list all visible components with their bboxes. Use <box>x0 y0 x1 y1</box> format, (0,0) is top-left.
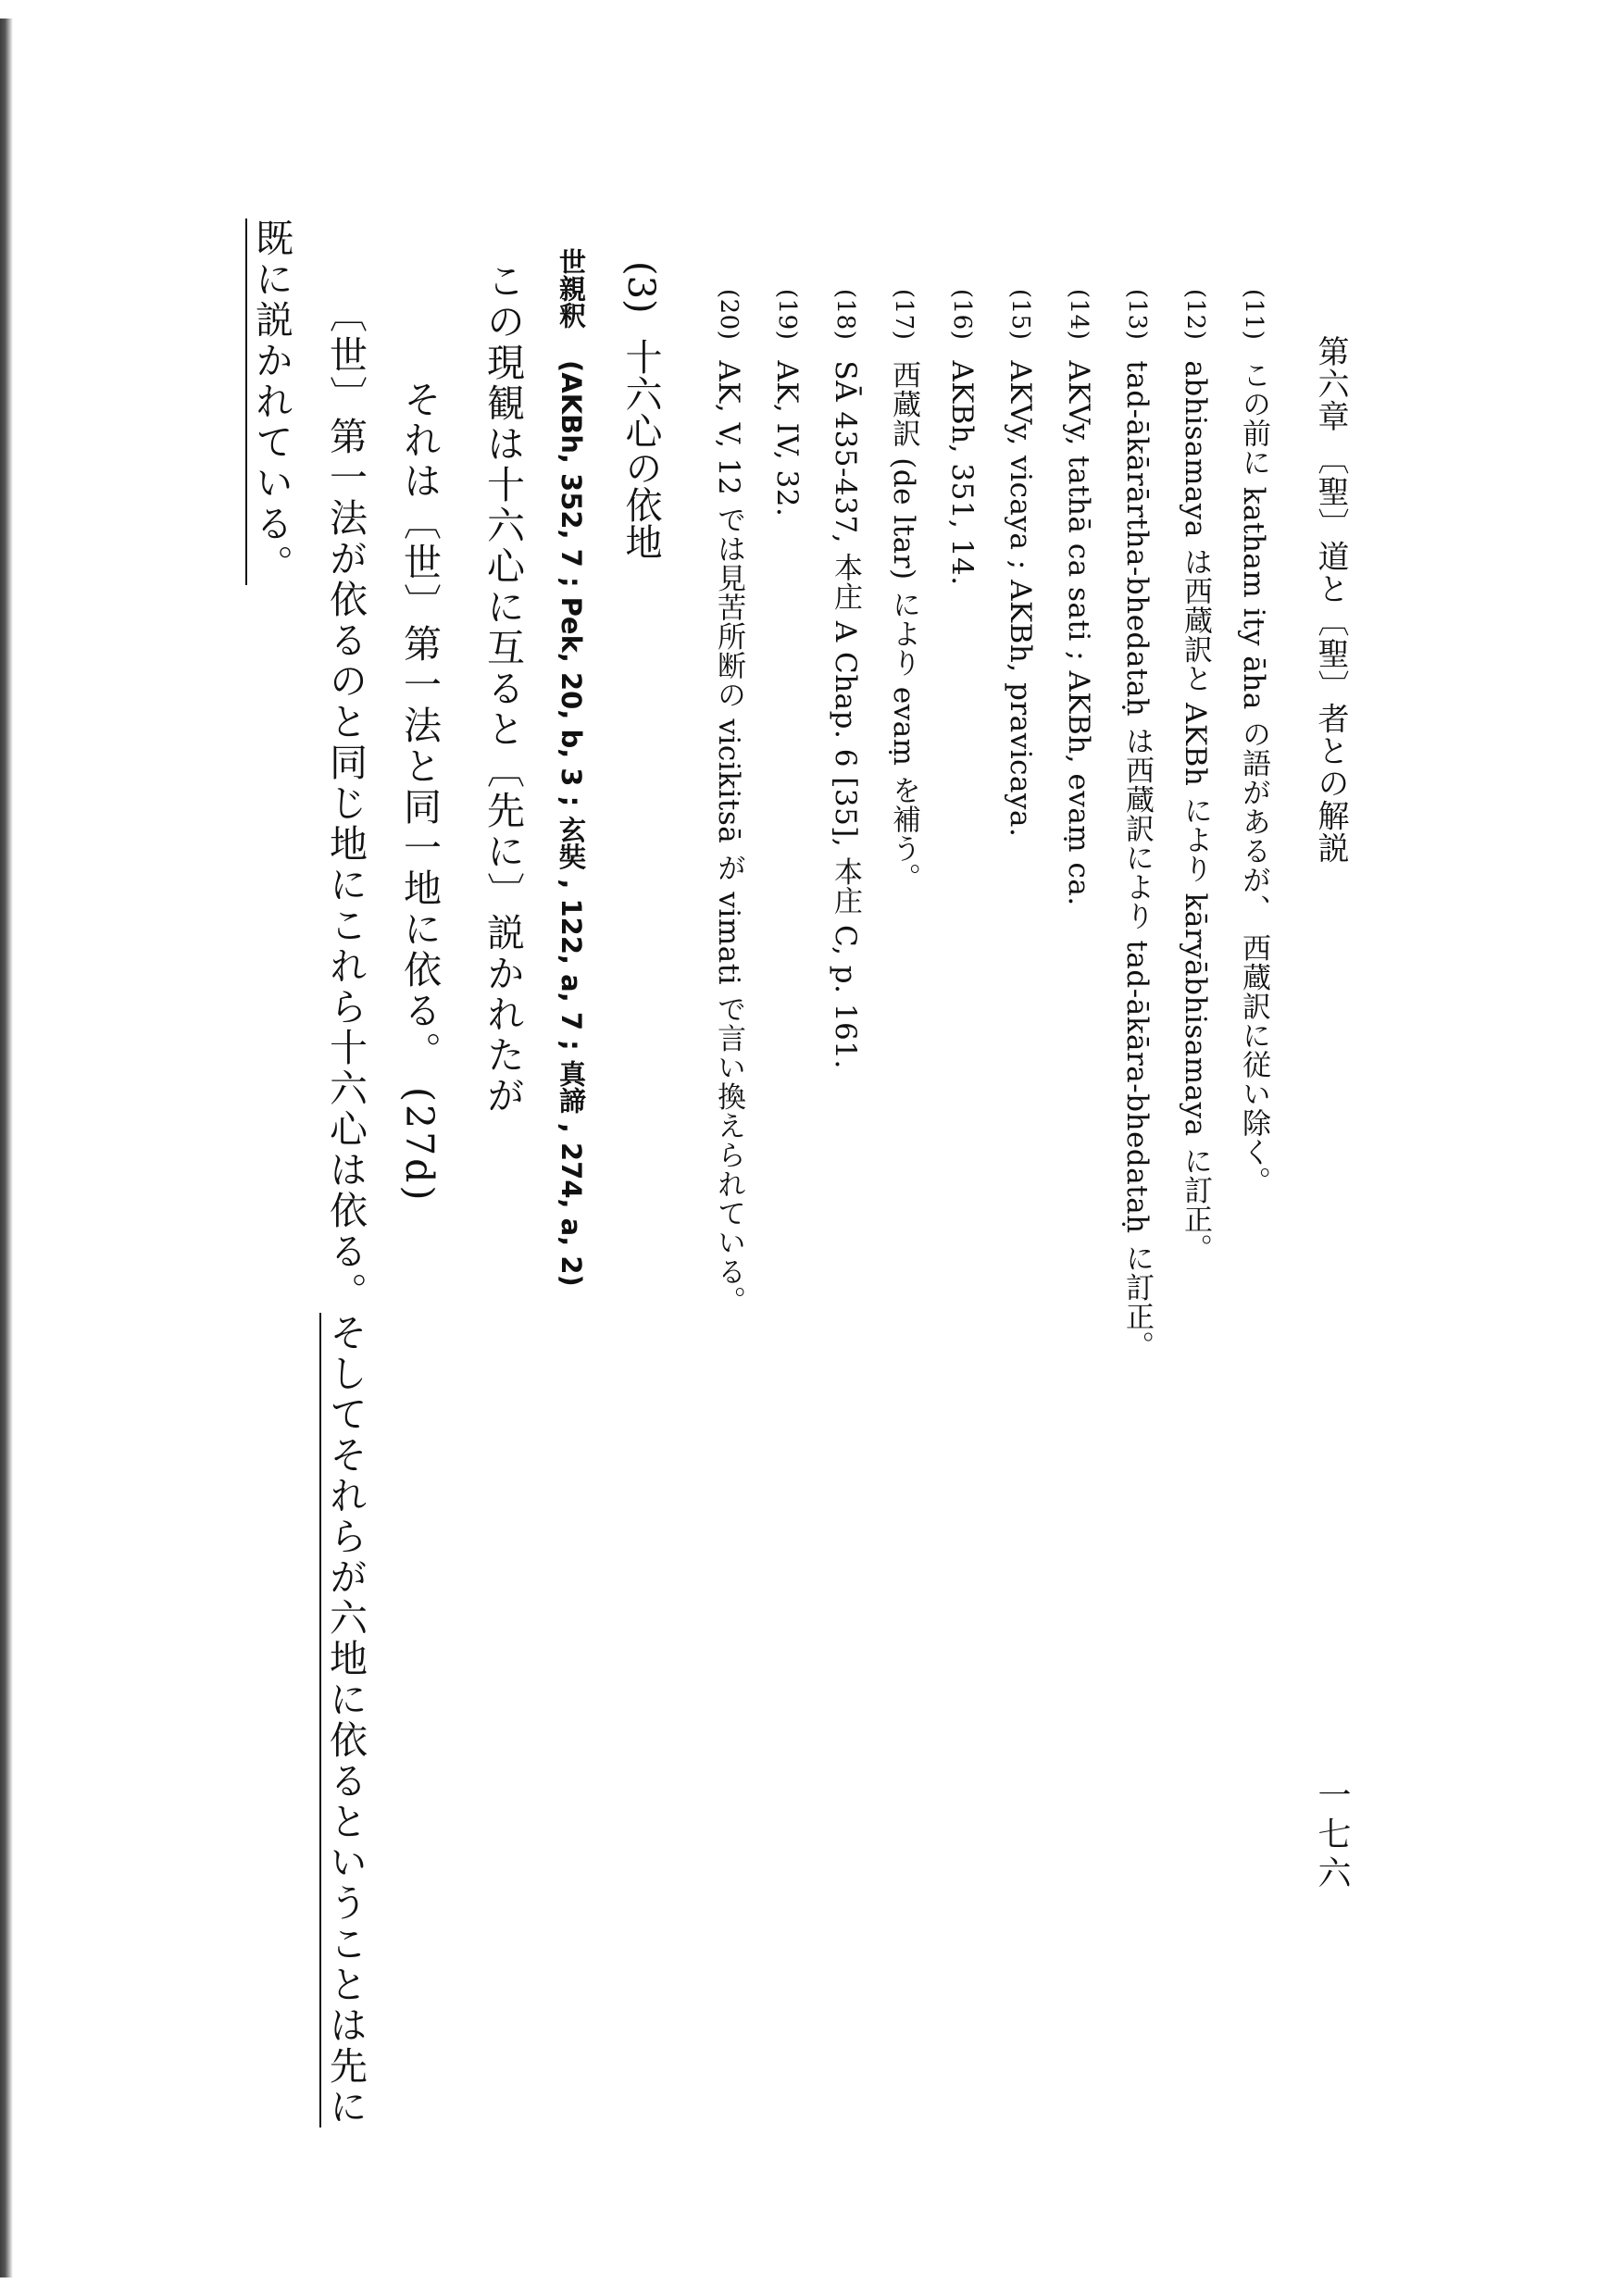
footnote-number: (13) <box>1123 289 1151 341</box>
footnote-16 <box>945 289 979 586</box>
footnote-text: AKVy, vicaya ; AKBh, pravicaya. <box>1004 360 1037 838</box>
footnote-text: AKBh, 351, 14. <box>945 360 979 586</box>
footnote-number: (19) <box>773 289 801 341</box>
source-reference: (AKBh, 352, 7 ; Pek, 20, b, 3 ; 玄奘 , 122, a, 7 ; 真諦 , 274, a, 2) <box>556 360 587 1287</box>
footnote-number: (11) <box>1240 289 1267 341</box>
scan-binding-edge <box>0 19 13 2277</box>
footnote-number: (16) <box>948 289 976 341</box>
footnote-11 <box>1237 289 1270 1196</box>
footnote-text: AK, V, 12 では見苦所断の vicikitsā が vimati で言い換えられている。 <box>712 360 745 1316</box>
footnote-14 <box>1062 289 1095 906</box>
body-line-4-underlined: 既に説かれている。 <box>245 218 293 585</box>
source-citation <box>556 248 587 1287</box>
footnote-text: AK, IV, 32. <box>770 360 804 518</box>
body-line-1: この現観は十六心に互ると〔先に〕説かれたが <box>481 261 525 1117</box>
footnote-text: SĀ 435-437, 本庄 A Chap. 6 [35], 本庄 C, p. 161. <box>829 360 862 1069</box>
body-line-2: それは〔世〕第一法と同一地に依る。 (27d) <box>397 380 442 1204</box>
footnote-15 <box>1004 289 1037 838</box>
footnote-number: (17) <box>890 289 918 341</box>
footnote-text: tad-ākārārtha-bhedataḥ は西蔵訳により tad-ākāra-bhedataḥ に訂正。 <box>1120 360 1154 1360</box>
footnote-number: (14) <box>1065 289 1092 341</box>
section-number: (3) <box>619 261 662 314</box>
body-line-3-part-2-underlined: そしてそれらが六地に依るということは先に <box>319 1313 368 2128</box>
footnote-number: (15) <box>1006 289 1034 341</box>
chapter-header: 第六章 〔聖〕道と〔聖〕者との解説 <box>1312 335 1349 865</box>
body-line-3-part-1: 〔世〕第一法が依るのと同じ地にこれら十六心は依る。 <box>323 294 368 1313</box>
footnote-17 <box>889 289 918 892</box>
body-line-4 <box>249 218 293 585</box>
footnote-13 <box>1120 289 1154 1360</box>
footnote-18 <box>829 289 862 1069</box>
section-heading <box>619 261 662 560</box>
footnote-number: (12) <box>1181 289 1209 341</box>
body-line-3 <box>323 294 368 2128</box>
footnote-text: この前に katham ity āha の語があるが、 西蔵訳に従い除く。 <box>1237 360 1270 1196</box>
page-number: 一七六 <box>1313 1778 1351 1894</box>
footnote-20 <box>714 289 743 1316</box>
footnote-text: abhisamaya は西蔵訳と AKBh により kāryābhisamaya に訂正。 <box>1179 360 1212 1263</box>
footnote-text: 西蔵訳 (de ltar) により evaṃ を補う。 <box>887 360 920 892</box>
footnote-12 <box>1179 289 1212 1263</box>
footnote-number: (20) <box>715 289 743 341</box>
footnote-number: (18) <box>831 289 859 341</box>
footnote-19 <box>770 289 804 518</box>
source-label: 世親釈 <box>556 248 587 329</box>
section-title: 十六心の依地 <box>619 337 662 560</box>
footnote-text: AKVy, tathā ca sati ; AKBh, evaṃ ca. <box>1062 360 1095 906</box>
